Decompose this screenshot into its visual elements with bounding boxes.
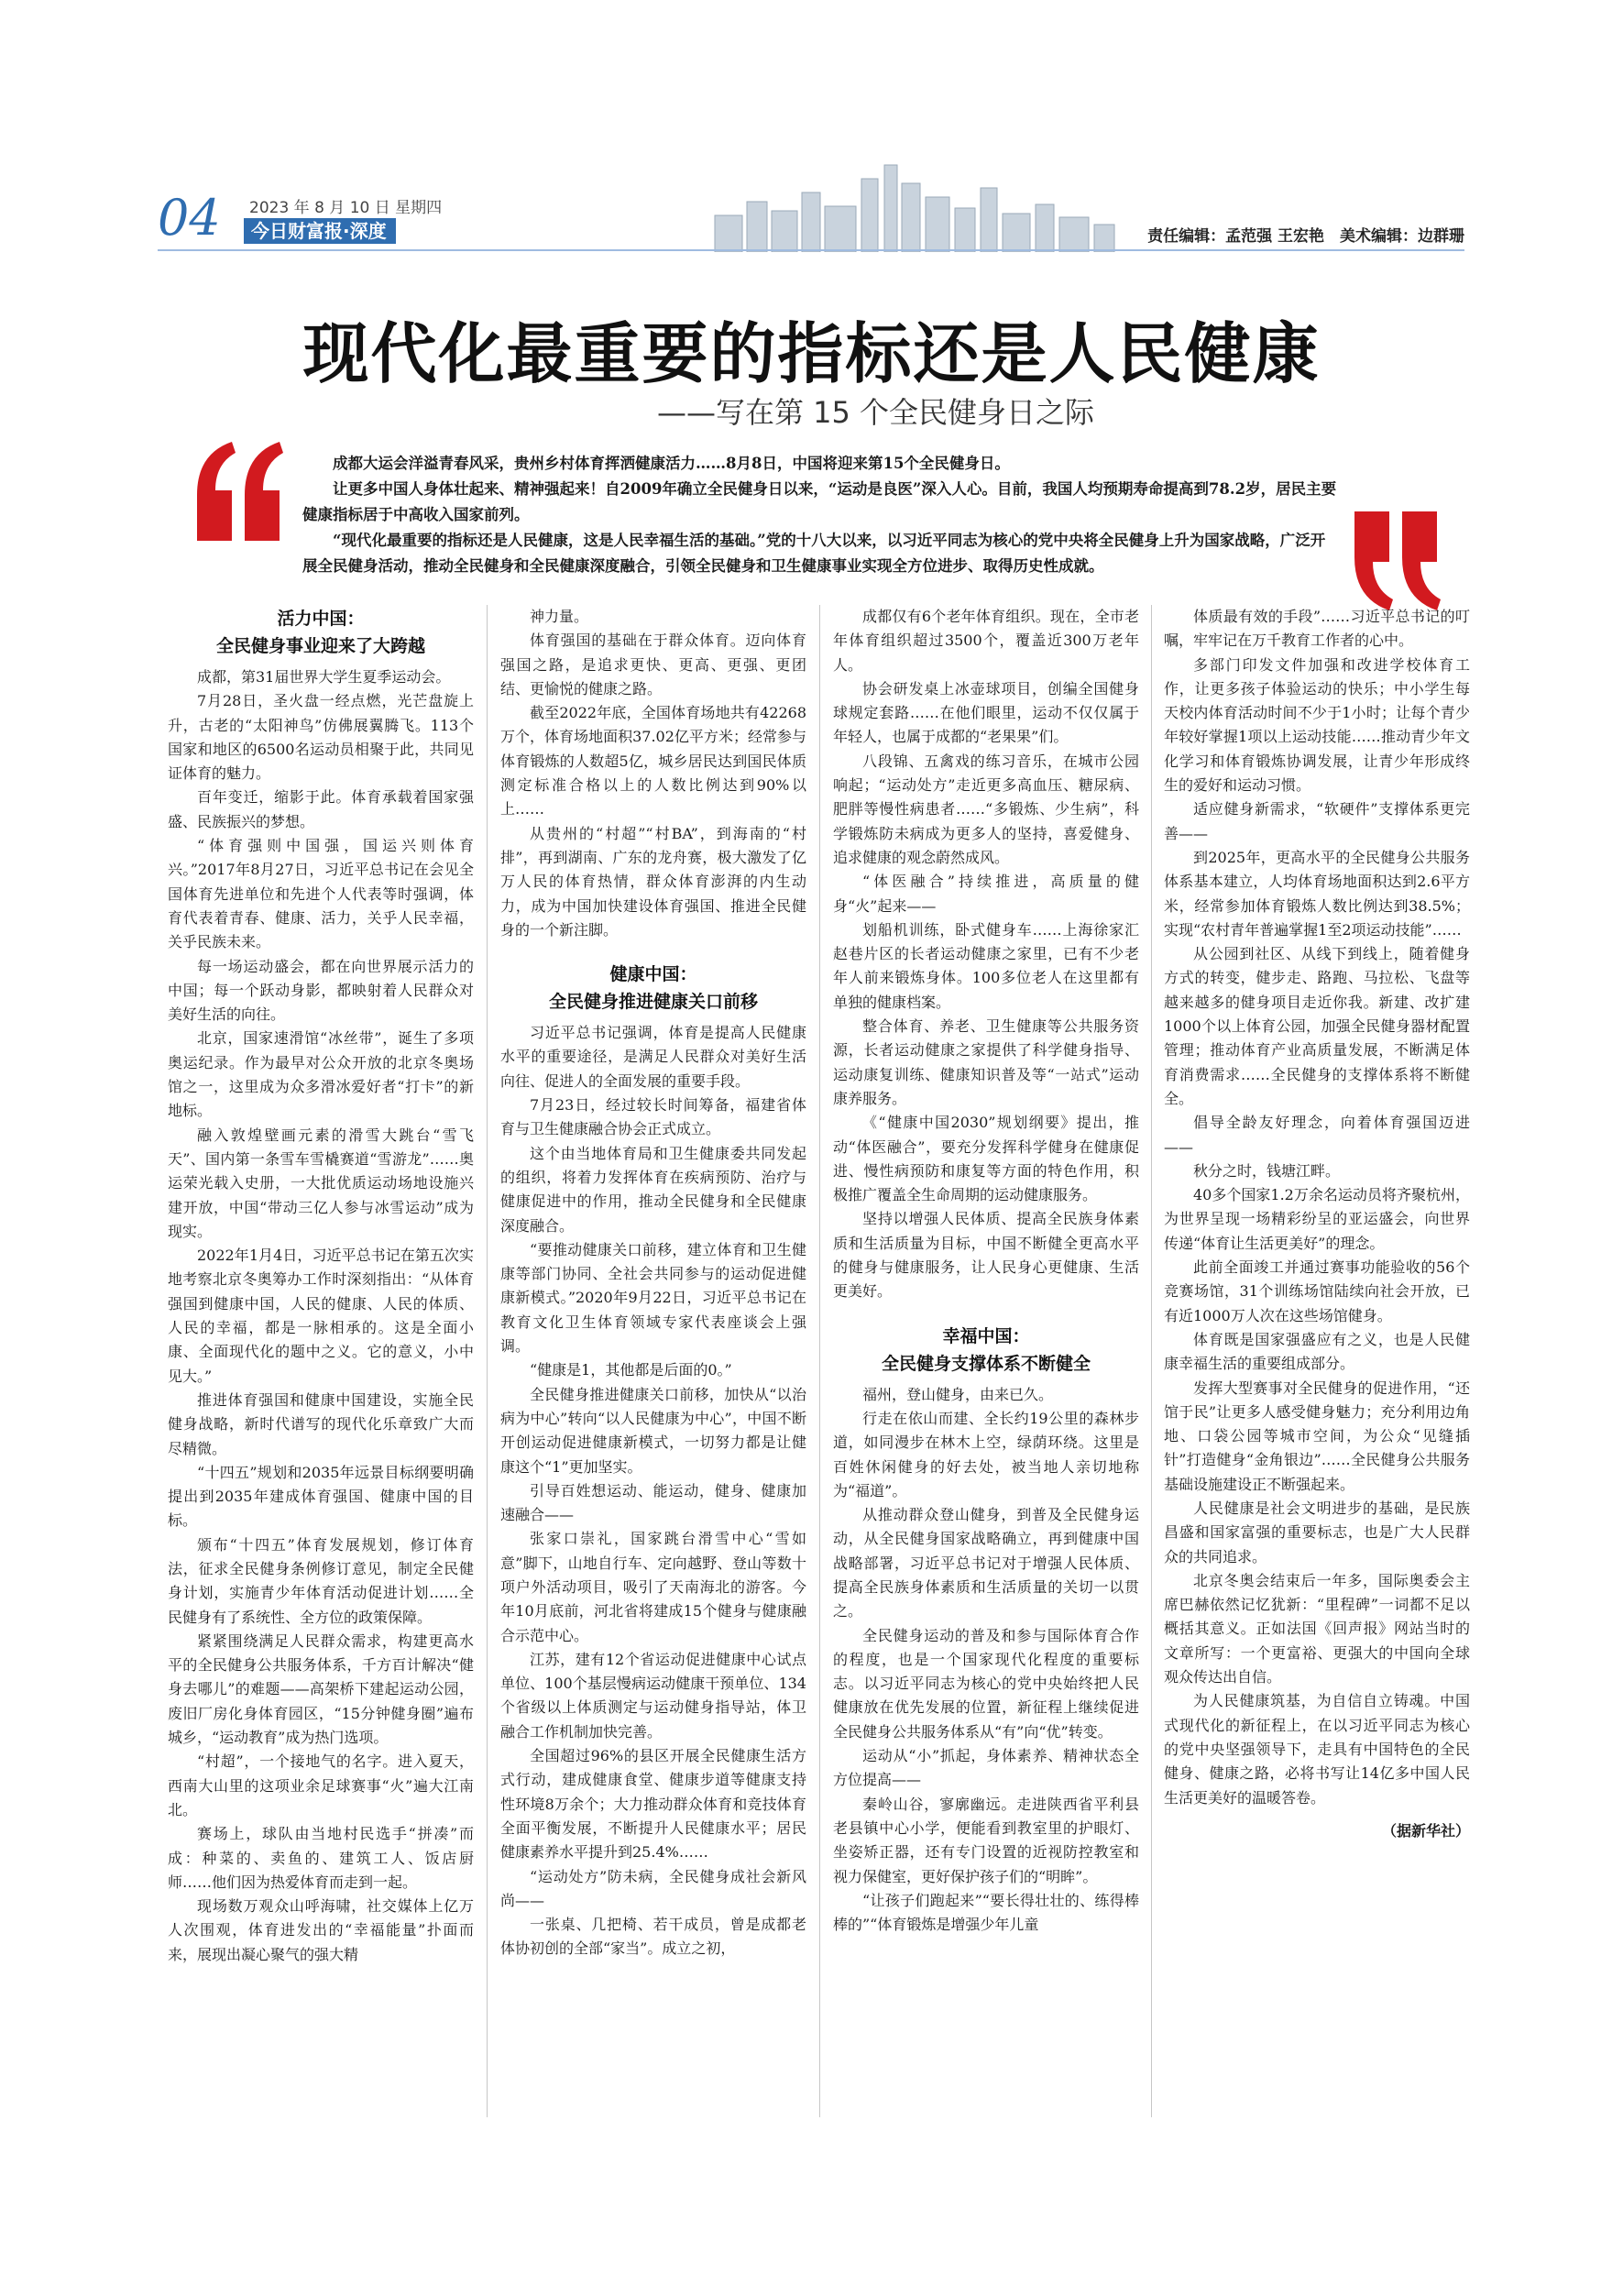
- section-heading-line2: 全民健身支撑体系不断健全: [881, 1353, 1091, 1374]
- body-paragraph: 成都仅有6个老年体育组织。现在，全市老年体育组织超过3500个，覆盖近300万老年人。: [833, 608, 1139, 674]
- body-paragraph: 体质最有效的手段”……习近平总书记的叮嘱，牢牢记在万千教育工作者的心中。: [1164, 608, 1470, 650]
- body-paragraph: 体育强国的基础在于群众体育。迈向体育强国之路，是追求更快、更高、更强、更团结、更愉悦的健康之路。: [500, 632, 806, 698]
- body-paragraph: 7月28日，圣火盘一经点燃，光芒盘旋上升，古老的“太阳神鸟”仿佛展翼腾飞。113个国家和地区的6500名运动员相聚于此，共同见证体育的魅力。: [168, 692, 474, 783]
- close-quote-icon: [1345, 502, 1446, 612]
- body-paragraph: 推进体育强国和健康中国建设，实施全民健身战略，新时代谱写的现代化乐章致广大而尽精微。: [168, 1390, 474, 1457]
- section-heading-line1: 幸福中国：: [942, 1325, 1030, 1346]
- body-paragraph: 发挥大型赛事对全民健身的促进作用，“还馆于民”让更多人感受健身魅力；充分利用边角地、口袋公园等城市空间，为公众“见缝插针”打造健身“金角银边”……全民健身公共服务基础设施建设正不断强起来。: [1164, 1379, 1470, 1493]
- body-paragraph: 整合体育、养老、卫生健康等公共服务资源，长者运动健康之家提供了科学健身指导、运动康复训练、健康知识普及等“一站式”运动康养服务。: [833, 1017, 1139, 1107]
- body-paragraph: 成都，第31届世界大学生夏季运动会。: [197, 668, 451, 686]
- body-paragraph: 张家口崇礼，国家跳台滑雪中心“雪如意”脚下，山地自行车、定向越野、登山等数十项户外活动项目，吸引了天南海北的游客。今年10月底前，河北省将建成15个健身与健康融合示范中心。: [500, 1530, 806, 1644]
- body-paragraph: 多部门印发文件加强和改进学校体育工作，让更多孩子体验运动的快乐；中小学生每天校内体育活动时间不少于1小时；让每个青少年较好掌握1项以上运动技能……推动青少年文化学习和体育锻炼协调发展，让青少年形成终生的爱好和运动习惯。: [1164, 655, 1470, 795]
- body-paragraph: 协会研发桌上冰壶球项目，创编全国健身球规定套路……在他们眼里，运动不仅仅属于年轻人，也属于成都的“老果果”们。: [833, 679, 1139, 746]
- open-quote-icon: [188, 440, 289, 550]
- body-paragraph: 体育既是国家强盛应有之义，也是人民健康幸福生活的重要组成部分。: [1164, 1330, 1470, 1373]
- body-paragraph: 全国超过96%的县区开展全民健康生活方式行动，建成健康食堂、健康步道等健康支持性环境8万余个；大力推动群众体育和竞技体育全面平衡发展，不断提升人民健康水平；居民健康素养水平提升到25.4%……: [500, 1747, 806, 1862]
- body-paragraph: 每一场运动盛会，都在向世界展示活力的中国；每一个跃动身影，都映射着人民群众对美好生活的向往。: [168, 957, 474, 1024]
- body-paragraph: “健康是1，其他都是后面的0。”: [530, 1361, 732, 1379]
- body-paragraph: 江苏，建有12个省运动促进健康中心试点单位、100个基层慢病运动健康干预单位、134个省级以上体质测定与运动健身指导站，体卫融合工作机制加快完善。: [500, 1650, 806, 1741]
- column-divider: [1151, 605, 1152, 2117]
- body-paragraph: 引导百姓想运动、能运动，健身、健康加速融合——: [500, 1481, 806, 1524]
- body-paragraph: 颁布“十四五”体育发展规划，修订体育法，征求全民健身条例修订意见，制定全民健身计划，实施青少年体育活动促进计划……全民健身有了系统性、全方位的政策保障。: [168, 1535, 474, 1626]
- body-paragraph: 现场数万观众山呼海啸，社交媒体上亿万人次围观，体育进发出的“幸福能量”扑面而来，展现出凝心聚气的强大精: [168, 1897, 474, 1963]
- body-paragraph: 7月23日，经过较长时间筹备，福建省体育与卫生健康融合协会正式成立。: [500, 1096, 806, 1138]
- body-paragraph: 神力量。: [530, 608, 589, 625]
- body-paragraph: 从公园到社区、从线下到线上，随着健身方式的转变，健步走、路跑、马拉松、飞盘等越来越多的健身项目走近你我。新建、改扩建1000个以上体育公园，加强全民健身器材配置管理；推动体育产业高质量发展，不断满足体育消费需求……全民健身的支撑体系将不断健全。: [1164, 945, 1470, 1107]
- body-paragraph: 坚持以增强人民体质、提高全民族身体素质和生活质量为目标，中国不断健全更高水平的健身与健康服务，让人民身心更健康、生活更美好。: [833, 1210, 1139, 1301]
- section-heading: [833, 1323, 1139, 1378]
- section-heading-line1: 健康中国：: [609, 964, 697, 985]
- issue-date: 2023 年 8 月 10 日 星期四: [249, 199, 443, 217]
- body-paragraph: 全民健身运动的普及和参与国际体育合作的程度，也是一个国家现代化程度的重要标志。以习近平同志为核心的党中央始终把人民健康放在优先发展的位置，新征程上继续促进全民健身公共服务体系从“有”向“优”转变。: [833, 1626, 1139, 1741]
- body-paragraph: 紧紧围绕满足人民群众需求，构建更高水平的全民健身公共服务体系，千方百计解决“健身去哪儿”的难题——高架桥下建起运动公园，废旧厂房化身体育园区，“15分钟健身圈”遍布城乡，“运动教育”成为热门选项。: [168, 1631, 474, 1747]
- column-body: [1164, 605, 1470, 1810]
- body-paragraph: 融入敦煌壁画元素的滑雪大跳台“雪飞天”、国内第一条雪车雪橇赛道“雪游龙”……奥运荣光载入史册，一大批优质运动场地设施兴建开放，中国“带动三亿人参与冰雪运动”成为现实。: [168, 1126, 474, 1240]
- column-body: [833, 605, 1139, 1304]
- editor-credits: 责任编辑：孟范强 王宏艳 美术编辑：边群珊: [1147, 227, 1464, 246]
- body-paragraph: 为人民健康筑基，为自信自立铸魂。中国式现代化的新征程上，在以习近平同志为核心的党中央坚强领导下，走具有中国特色的全民健身、健康之路，必将书写让14亿多中国人民生活更美好的温暖答卷。: [1164, 1692, 1470, 1807]
- body-paragraph: 秋分之时，钱塘江畔。: [1193, 1161, 1341, 1180]
- body-paragraph: 从推动群众登山健身，到普及全民健身运动，从全民健身国家战略确立，再到健康中国战略部署，习近平总书记对于增强人民体质、提高全民族身体素质和生活质量的关切一以贯之。: [833, 1506, 1139, 1620]
- body-paragraph: “体医融合”持续推进，高质量的健身“火”起来——: [833, 873, 1139, 915]
- body-paragraph: 北京，国家速滑馆“冰丝带”，诞生了多项奥运纪录。作为最早对公众开放的北京冬奥场馆之一，这里成为众多滑冰爱好者“打卡”的新地标。: [168, 1029, 474, 1120]
- body-paragraph: “让孩子们跑起来”“要长得壮壮的、练得棒棒的”“体育锻炼是增强少年儿童: [833, 1891, 1139, 1934]
- column-body: [168, 665, 474, 1967]
- body-paragraph: 一张桌、几把椅、若干成员，曾是成都老体协初创的全部“家当”。成立之初，: [500, 1916, 806, 1958]
- body-paragraph: “体育强则中国强，国运兴则体育兴。”2017年8月27日，习近平总书记在会见全国体育先进单位和先进个人代表等时强调，体育代表着青春、健康、活力，关乎人民幸福，关乎民族未来。: [168, 837, 474, 951]
- lead-line: “现代化最重要的指标还是人民健康，这是人民幸福生活的基础。”党的十八大以来，以习近平同志为核心的党中央将全民健身上升为国家战略，广泛开展全民健身活动，推动全民健身和全民健康深度融合，引领全民健身和卫生健康事业实现全方位进步、取得历史性成就。: [302, 532, 1326, 575]
- body-paragraph: 秦岭山谷，寥廓幽远。走进陕西省平利县老县镇中心小学，便能看到教室里的护眼灯、坐姿矫正器，还有专门设置的近视防控教室和视力保健室，更好保护孩子们的“明眸”。: [833, 1795, 1139, 1885]
- column-body: [833, 1383, 1139, 1938]
- section-heading: [500, 961, 806, 1016]
- body-paragraph: 40多个国家1.2万余名运动员将齐聚杭州，为世界呈现一场精彩纷呈的亚运盛会，向世界传递“体育让生活更美好”的理念。: [1164, 1186, 1470, 1252]
- section-heading: [168, 605, 474, 660]
- body-paragraph: 2022年1月4日，习近平总书记在第五次实地考察北京冬奥筹办工作时深刻指出：“从体育强国到健康中国，人民的健康、人民的体质、人民的幸福，都是一脉相承的。这是全面小康、全面现代化的题中之义。它的意义，小中见大。”: [168, 1247, 474, 1385]
- body-paragraph: 福州，登山健身，由来已久。: [862, 1385, 1054, 1403]
- body-paragraph: 全民健身推进健康关口前移，加快从“以治病为中心”转向“以人民健康为中心”，中国不断开创运动促进健康新模式，一切努力都是让健康这个“1”更加坚实。: [500, 1385, 806, 1476]
- body-paragraph: 行走在依山而建、全长约19公里的森林步道，如同漫步在林木上空，绿荫环绕。这里是百姓休闲健身的好去处，被当地人亲切地称为“福道”。: [833, 1409, 1139, 1500]
- body-paragraph: 划船机训练，卧式健身车……上海徐家汇赵巷片区的长者运动健康之家里，已有不少老年人前来锻炼身体。100多位老人在这里都有单独的健康档案。: [833, 920, 1139, 1011]
- body-paragraph: 截至2022年底，全国体育场地共有42268万个，体育场地面积37.02亿平方米；经常参与体育锻炼的人数超5亿，城乡居民达到国民体质测定标准合格以上的人数比例达到90%以上……: [500, 704, 806, 818]
- body-paragraph: “要推动健康关口前移，建立体育和卫生健康等部门协同、全社会共同参与的运动促进健康新模式。”2020年9月22日，习近平总书记在教育文化卫生体育领域专家代表座谈会上强调。: [500, 1240, 806, 1356]
- body-paragraph: “村超”，一个接地气的名字。进入夏天，西南大山里的这项业余足球赛事“火”遍大江南北。: [168, 1752, 474, 1818]
- body-paragraph: 赛场上，球队由当地村民选手“拼凑”而成：种菜的、卖鱼的、建筑工人、饭店厨师……他们因为热爱体育而走到一起。: [168, 1825, 474, 1891]
- body-paragraph: 习近平总书记强调，体育是提高人民健康水平的重要途径，是满足人民群众对美好生活向往、促进人的全面发展的重要手段。: [500, 1024, 806, 1090]
- article-column-1: [168, 605, 474, 1967]
- section-heading-line2: 全民健身推进健康关口前移: [548, 992, 758, 1013]
- lead-paragraph: [302, 451, 1340, 579]
- body-paragraph: 百年变迁，缩影于此。体育承载着国家强盛、民族振兴的梦想。: [168, 788, 474, 830]
- body-paragraph: “十四五”规划和2035年远景目标纲要明确提出到2035年建成体育强国、健康中国的目标。: [168, 1463, 474, 1530]
- body-paragraph: “运动处方”防未病，全民健身成社会新风尚——: [500, 1867, 806, 1909]
- lead-line: 成都大运会洋溢青春风采，贵州乡村体育挥洒健康活力……8月8日，中国将迎来第15个全民健身日。: [333, 455, 1010, 472]
- column-divider: [819, 605, 820, 2117]
- section-heading-line2: 全民健身事业迎来了大跨越: [215, 636, 425, 656]
- body-paragraph: 倡导全龄友好理念，向着体育强国迈进——: [1164, 1114, 1470, 1156]
- lead-line: 让更多中国人身体壮起来、精神强起来！自2009年确立全民健身日以来，“运动是良医”深入人心。目前，我国人均预期寿命提高到78.2岁，居民主要健康指标居于中高收入国家前列。: [302, 480, 1337, 523]
- column-body: [500, 605, 806, 942]
- body-paragraph: 运动从“小”抓起，身体素养、精神状态全方位提高——: [833, 1747, 1139, 1789]
- body-paragraph: 从贵州的“村超”“村BA”，到海南的“村排”，再到湖南、广东的龙舟赛，极大激发了亿万人民的体育热情，群众体育澎湃的内生动力，成为中国加快建设体育强国、推进全民健身的一个新注脚。: [500, 824, 806, 939]
- column-divider: [487, 605, 488, 2117]
- section-heading-line1: 活力中国：: [277, 609, 365, 629]
- body-paragraph: 人民健康是社会文明进步的基础，是民族昌盛和国家富强的重要标志，也是广大人民群众的共同追求。: [1164, 1499, 1470, 1565]
- source-credit: （据新华社）: [1381, 1821, 1470, 1840]
- body-paragraph: 北京冬奥会结束后一年多，国际奥委会主席巴赫依然记忆犹新：“里程碑”一词都不足以概括其意义。正如法国《回声报》网站当时的文章所写：一个更富裕、更强大的中国向全球观众传达出自信。: [1164, 1571, 1470, 1686]
- article-subtitle: ——写在第 15 个全民健身日之际: [656, 395, 1095, 430]
- paper-section-name: 今日财富报·深度: [244, 218, 396, 244]
- article-title: 现代化最重要的指标还是人民健康: [302, 314, 1321, 392]
- body-paragraph: 这个由当地体育局和卫生健康委共同发起的组织，将着力发挥体育在疾病预防、治疗与健康促进中的作用，推动全民健身和全民健康深度融合。: [500, 1144, 806, 1235]
- article-column-3: [833, 605, 1139, 1937]
- body-paragraph: 此前全面竣工并通过赛事功能验收的56个竞赛场馆，31个训练场馆陆续向社会开放，已有近1000万人次在这些场馆健身。: [1164, 1258, 1470, 1324]
- header-rule: [158, 249, 1464, 251]
- column-body: [500, 1021, 806, 1961]
- page-number: 04: [158, 189, 221, 247]
- article-column-2: [500, 605, 806, 1961]
- body-paragraph: 到2025年，更高水平的全民健身公共服务体系基本建立，人均体育场地面积达到2.6平方米，经常参加体育锻炼人数比例达到38.5%；实现“农村青年普遍掌握1至2项运动技能”……: [1164, 848, 1470, 939]
- article-column-4: [1164, 605, 1470, 1843]
- city-skyline-icon: [706, 160, 1118, 252]
- body-paragraph: 适应健身新需求，“软硬件”支撑体系更完善——: [1164, 800, 1470, 842]
- body-paragraph: 八段锦、五禽戏的练习音乐，在城市公园响起；“运动处方”走近更多高血压、糖尿病、肥胖等慢性病患者……“多锻炼、少生病”，科学锻炼防未病成为更多人的坚持，喜爱健身、追求健康的观念蔚然成风。: [833, 752, 1139, 866]
- body-paragraph: 《“健康中国2030”规划纲要》提出，推动“体医融合”，要充分发挥科学健身在健康促进、慢性病预防和康复等方面的特色作用，积极推广覆盖全生命周期的运动健康服务。: [833, 1114, 1139, 1204]
